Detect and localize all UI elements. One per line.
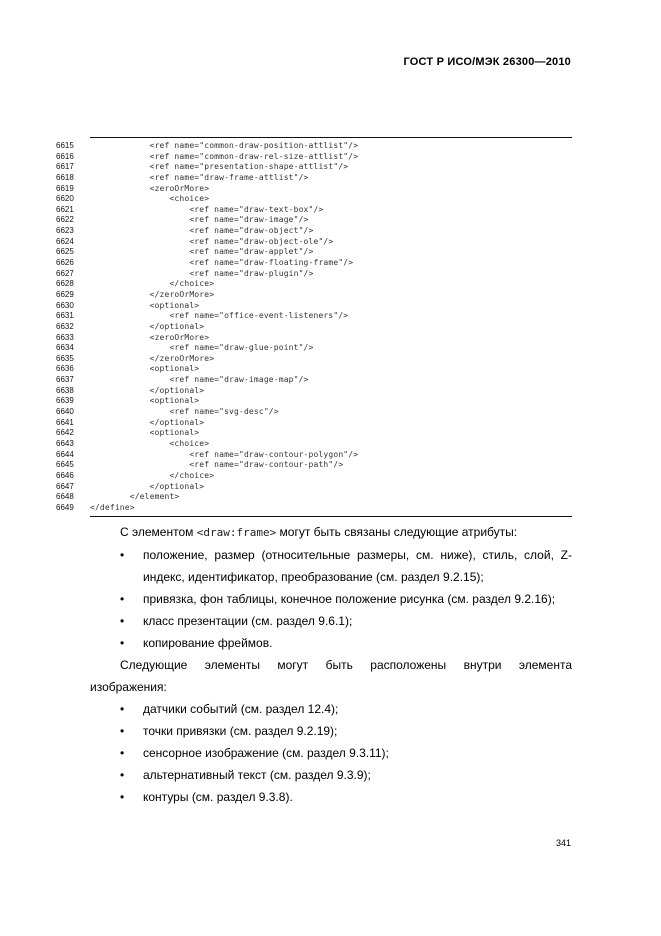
intro-text-before: С элементом bbox=[120, 525, 197, 539]
line-number: 6617 bbox=[56, 162, 74, 172]
line-number: 6621 bbox=[56, 204, 74, 214]
code-text: <ref name="draw-contour-polygon"/> bbox=[90, 449, 359, 459]
line-number: 6642 bbox=[56, 428, 74, 438]
code-line bbox=[56, 460, 576, 471]
code-line bbox=[56, 322, 576, 333]
line-number: 6627 bbox=[56, 268, 74, 278]
code-line bbox=[56, 311, 576, 322]
line-number: 6630 bbox=[56, 300, 74, 310]
line-number: 6619 bbox=[56, 183, 74, 193]
code-text: <ref name="draw-text-box"/> bbox=[90, 204, 324, 214]
list-item bbox=[90, 544, 572, 588]
code-line bbox=[56, 205, 576, 216]
code-text: <choice> bbox=[90, 194, 210, 204]
line-number: 6628 bbox=[56, 279, 74, 289]
code-line bbox=[56, 301, 576, 312]
bullet-icon: • bbox=[120, 614, 125, 628]
code-text: </choice> bbox=[90, 470, 215, 480]
code-line bbox=[56, 333, 576, 344]
code-text: <ref name="presentation-shape-attlist"/> bbox=[90, 162, 349, 172]
line-number: 6631 bbox=[56, 311, 74, 321]
code-text: <ref name="common-draw-position-attlist"/> bbox=[90, 141, 359, 150]
intro-text-after: могут быть связаны следующие атрибуты: bbox=[276, 525, 518, 539]
code-listing bbox=[56, 141, 576, 513]
code-line bbox=[56, 279, 576, 290]
code-line bbox=[56, 194, 576, 205]
line-number: 6649 bbox=[56, 502, 74, 512]
list-item bbox=[90, 720, 572, 742]
line-number: 6625 bbox=[56, 247, 74, 257]
line-number: 6640 bbox=[56, 407, 74, 417]
code-text: <ref name="draw-image"/> bbox=[90, 215, 309, 225]
line-number: 6644 bbox=[56, 449, 74, 459]
child-element-list bbox=[90, 698, 572, 808]
code-line bbox=[56, 269, 576, 280]
code-text: </optional> bbox=[90, 385, 205, 395]
bullet-icon: • bbox=[120, 790, 125, 804]
code-text: <ref name="draw-applet"/> bbox=[90, 247, 314, 257]
code-line bbox=[56, 226, 576, 237]
code-text: </choice> bbox=[90, 279, 215, 289]
code-line bbox=[56, 173, 576, 184]
code-top-rule bbox=[90, 137, 572, 138]
list-item-text: датчики событий (см. раздел 12.4); bbox=[143, 702, 339, 716]
code-line bbox=[56, 492, 576, 503]
code-line bbox=[56, 471, 576, 482]
line-number: 6636 bbox=[56, 364, 74, 374]
line-number: 6639 bbox=[56, 396, 74, 406]
line-number: 6648 bbox=[56, 492, 74, 502]
intro-paragraph bbox=[90, 521, 572, 544]
elements-paragraph: Следующие элементы могут быть расположены внутри элемента bbox=[120, 658, 572, 672]
code-line bbox=[56, 343, 576, 354]
line-number: 6626 bbox=[56, 258, 74, 268]
code-text: <ref name="draw-object-ole"/> bbox=[90, 236, 334, 246]
code-text: </define> bbox=[90, 502, 135, 512]
code-text: <ref name="common-draw-rel-size-attlist"/> bbox=[90, 151, 359, 161]
code-line bbox=[56, 162, 576, 173]
page-number: 341 bbox=[555, 838, 571, 848]
line-number: 6615 bbox=[56, 141, 74, 150]
list-item-text: положение, размер (относительные размеры, см. ниже), стиль, слой, Z-индекс, идентификатор, преобразование (см. раздел 9.2.15); bbox=[143, 548, 572, 584]
code-text: <optional> bbox=[90, 428, 200, 438]
code-line bbox=[56, 428, 576, 439]
line-number: 6629 bbox=[56, 289, 74, 299]
code-text: <zeroOrMore> bbox=[90, 332, 210, 342]
line-number: 6637 bbox=[56, 375, 74, 385]
code-line bbox=[56, 439, 576, 450]
code-text: <ref name="draw-plugin"/> bbox=[90, 268, 314, 278]
code-line bbox=[56, 354, 576, 365]
line-number: 6618 bbox=[56, 172, 74, 182]
code-line bbox=[56, 141, 576, 152]
code-line bbox=[56, 290, 576, 301]
list-item bbox=[90, 786, 572, 808]
list-item-text: контуры (см. раздел 9.3.8). bbox=[143, 790, 293, 804]
bullet-icon: • bbox=[120, 702, 125, 716]
code-line bbox=[56, 237, 576, 248]
code-line bbox=[56, 418, 576, 429]
bullet-icon: • bbox=[120, 746, 125, 760]
elements-paragraph-cont: изображения: bbox=[90, 680, 167, 694]
list-item bbox=[90, 698, 572, 720]
line-number: 6632 bbox=[56, 321, 74, 331]
code-text: </optional> bbox=[90, 321, 205, 331]
line-number: 6635 bbox=[56, 353, 74, 363]
code-text: <ref name="draw-image-map"/> bbox=[90, 375, 309, 385]
code-text: </zeroOrMore> bbox=[90, 289, 215, 299]
list-item bbox=[90, 764, 572, 786]
list-item bbox=[90, 588, 572, 610]
code-line bbox=[56, 482, 576, 493]
code-text: <ref name="draw-frame-attlist"/> bbox=[90, 172, 309, 182]
list-item bbox=[90, 742, 572, 764]
line-number: 6623 bbox=[56, 226, 74, 236]
draw-frame-code: <draw:frame> bbox=[196, 526, 277, 539]
line-number: 6616 bbox=[56, 151, 74, 161]
bullet-icon: • bbox=[120, 768, 125, 782]
code-text: <ref name="svg-desc"/> bbox=[90, 407, 279, 417]
list-item bbox=[90, 610, 572, 632]
line-number: 6633 bbox=[56, 332, 74, 342]
body-text bbox=[90, 521, 572, 808]
line-number: 6645 bbox=[56, 460, 74, 470]
code-line bbox=[56, 215, 576, 226]
code-line bbox=[56, 407, 576, 418]
code-line bbox=[56, 184, 576, 195]
code-line bbox=[56, 364, 576, 375]
line-number: 6624 bbox=[56, 236, 74, 246]
code-line bbox=[56, 152, 576, 163]
line-number: 6638 bbox=[56, 385, 74, 395]
list-item-text: точки привязки (см. раздел 9.2.19); bbox=[143, 724, 338, 738]
list-item-text: привязка, фон таблицы, конечное положение рисунка (см. раздел 9.2.16); bbox=[143, 592, 556, 606]
bullet-icon: • bbox=[120, 592, 125, 606]
attribute-list bbox=[90, 544, 572, 654]
code-bottom-rule bbox=[90, 516, 572, 517]
code-line bbox=[56, 386, 576, 397]
code-text: </zeroOrMore> bbox=[90, 353, 215, 363]
line-number: 6647 bbox=[56, 481, 74, 491]
code-text: </element> bbox=[90, 492, 180, 502]
document-header: ГОСТ Р ИСО/МЭК 26300—2010 bbox=[403, 56, 571, 68]
code-text: <optional> bbox=[90, 396, 200, 406]
list-item-text: альтернативный текст (см. раздел 9.3.9); bbox=[143, 768, 371, 782]
line-number: 6620 bbox=[56, 194, 74, 204]
code-text: <ref name="draw-glue-point"/> bbox=[90, 343, 314, 353]
list-item-text: копирование фреймов. bbox=[143, 636, 273, 650]
code-line bbox=[56, 450, 576, 461]
code-line bbox=[56, 396, 576, 407]
code-line bbox=[56, 375, 576, 386]
line-number: 6643 bbox=[56, 438, 74, 448]
code-text: </optional> bbox=[90, 417, 205, 427]
line-number: 6634 bbox=[56, 343, 74, 353]
code-text: <choice> bbox=[90, 438, 210, 448]
code-text: <ref name="draw-contour-path"/> bbox=[90, 460, 344, 470]
bullet-icon: • bbox=[120, 724, 125, 738]
code-text: </optional> bbox=[90, 481, 205, 491]
bullet-icon: • bbox=[120, 548, 125, 562]
code-text: <ref name="office-event-listeners"/> bbox=[90, 311, 349, 321]
bullet-icon: • bbox=[120, 636, 125, 650]
code-line bbox=[56, 258, 576, 269]
code-line bbox=[56, 503, 576, 514]
code-text: <zeroOrMore> bbox=[90, 183, 210, 193]
line-number: 6641 bbox=[56, 417, 74, 427]
code-text: <ref name="draw-object"/> bbox=[90, 226, 314, 236]
list-item-text: сенсорное изображение (см. раздел 9.3.11); bbox=[143, 746, 389, 760]
list-item-text: класс презентации (см. раздел 9.6.1); bbox=[143, 614, 353, 628]
list-item bbox=[90, 632, 572, 654]
line-number: 6622 bbox=[56, 215, 74, 225]
code-text: <optional> bbox=[90, 300, 200, 310]
code-text: <ref name="draw-floating-frame"/> bbox=[90, 258, 354, 268]
line-number: 6646 bbox=[56, 470, 74, 480]
code-line bbox=[56, 247, 576, 258]
code-text: <optional> bbox=[90, 364, 200, 374]
